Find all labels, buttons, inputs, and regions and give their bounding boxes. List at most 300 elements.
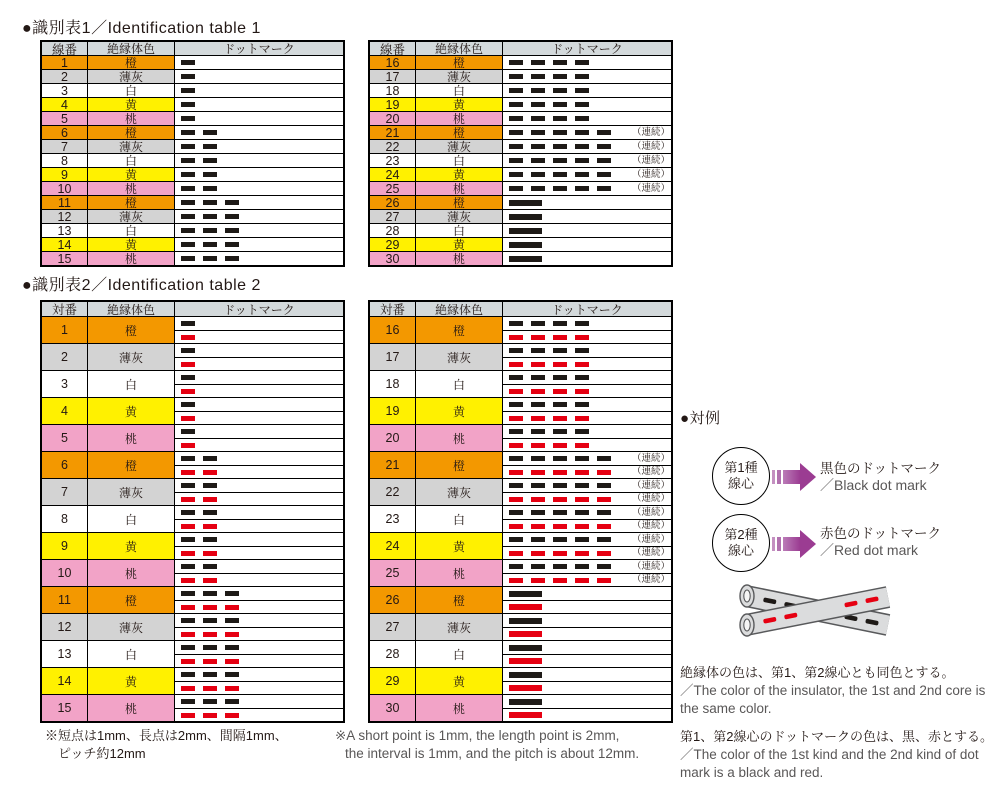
section2-title: ●識別表2／Identification table 2 xyxy=(22,277,261,294)
short-dot xyxy=(509,524,523,529)
table-row xyxy=(42,451,343,478)
short-dot xyxy=(531,362,545,367)
dot-mark-line-red xyxy=(503,492,671,505)
short-dot xyxy=(531,389,545,394)
insulator-color-cell: 橙 xyxy=(415,126,502,139)
wire-number-cell: 21 xyxy=(370,126,415,139)
continuous-label: （連続） xyxy=(631,479,670,491)
dot-mark-cell xyxy=(502,56,671,69)
table-row xyxy=(42,251,343,265)
dot-mark-color-en: ／The color of the 1st kind and the 2nd kind of dot mark is a black and red. xyxy=(680,747,979,780)
short-dot xyxy=(509,470,523,475)
insulator-color-cell: 白 xyxy=(415,154,502,167)
short-dot xyxy=(203,686,217,691)
dot-mark-line-black xyxy=(175,70,343,83)
table-row xyxy=(42,370,343,397)
dot-mark-line-black xyxy=(175,126,343,139)
short-dot xyxy=(225,632,239,637)
dot-mark-line-black xyxy=(503,452,671,465)
short-dot xyxy=(225,659,239,664)
table-row xyxy=(42,694,343,721)
short-dot xyxy=(575,362,589,367)
dot-mark-cell xyxy=(502,344,671,370)
insulator-color-cell: 桃 xyxy=(415,182,502,195)
dot-mark-line-red xyxy=(175,600,343,613)
insulator-color-paragraph xyxy=(680,664,994,718)
dot-mark-line-black xyxy=(175,317,343,330)
wire-number-cell: 15 xyxy=(42,695,87,721)
wire-number-cell: 28 xyxy=(370,224,415,237)
table-row xyxy=(370,613,671,640)
short-dot xyxy=(509,130,523,135)
table-row xyxy=(370,251,671,265)
short-dot xyxy=(531,402,545,407)
insulator-color-cell: 橙 xyxy=(415,587,502,613)
wire-number-cell: 16 xyxy=(370,317,415,343)
short-dot xyxy=(553,416,567,421)
short-dot xyxy=(181,130,195,135)
table-row xyxy=(42,613,343,640)
dot-mark-line-red xyxy=(503,438,671,451)
dot-mark-line-black xyxy=(503,112,671,125)
short-dot xyxy=(531,88,545,93)
dot-mark-line-black xyxy=(175,452,343,465)
wire-number-cell: 30 xyxy=(370,695,415,721)
dot-mark-cell xyxy=(174,560,343,586)
short-dot xyxy=(225,228,239,233)
short-dot xyxy=(509,497,523,502)
dot-mark-line-black xyxy=(503,695,671,708)
short-dot xyxy=(575,88,589,93)
table-row xyxy=(42,111,343,125)
dot-mark-line-black xyxy=(175,695,343,708)
short-dot xyxy=(553,116,567,121)
dot-mark-line-black xyxy=(503,641,671,654)
dot-mark-cell xyxy=(502,479,671,505)
short-dot xyxy=(225,699,239,704)
insulator-color-cell: 桃 xyxy=(415,695,502,721)
short-dot xyxy=(203,551,217,556)
short-dot xyxy=(553,335,567,340)
dot-mark-line-black xyxy=(175,371,343,384)
dot-mark-line-red xyxy=(175,573,343,586)
short-dot xyxy=(181,402,195,407)
wire-number-cell: 13 xyxy=(42,641,87,667)
dot-mark-cell xyxy=(174,98,343,111)
short-dot xyxy=(203,256,217,261)
insulator-color-cell: 薄灰 xyxy=(415,140,502,153)
short-dot xyxy=(509,578,523,583)
short-dot xyxy=(509,510,523,515)
wire-number-cell: 18 xyxy=(370,84,415,97)
short-dot xyxy=(575,144,589,149)
short-dot xyxy=(597,186,611,191)
short-dot xyxy=(575,497,589,502)
short-dot xyxy=(575,510,589,515)
insulator-color-cell: 桃 xyxy=(415,252,502,265)
short-dot xyxy=(181,88,195,93)
dot-mark-cell xyxy=(174,140,343,153)
short-dot xyxy=(531,335,545,340)
long-dash xyxy=(509,228,542,234)
table-row xyxy=(42,83,343,97)
short-dot xyxy=(553,564,567,569)
insulator-color-cell: 薄灰 xyxy=(87,210,174,223)
short-dot xyxy=(553,348,567,353)
short-dot xyxy=(181,348,195,353)
col-header-number: 線番 xyxy=(42,42,87,55)
wire-number-cell: 4 xyxy=(42,98,87,111)
short-dot xyxy=(597,144,611,149)
wire-number-cell: 14 xyxy=(42,238,87,251)
wire-number-cell: 19 xyxy=(370,398,415,424)
wire-number-cell: 11 xyxy=(42,196,87,209)
table-row xyxy=(42,478,343,505)
short-dot xyxy=(531,429,545,434)
short-dot xyxy=(181,443,195,448)
wire-number-cell: 3 xyxy=(42,84,87,97)
wire-number-cell: 24 xyxy=(370,168,415,181)
table-row xyxy=(370,237,671,251)
short-dot xyxy=(181,672,195,677)
dot-mark-cell xyxy=(502,112,671,125)
short-dot xyxy=(181,389,195,394)
table-row xyxy=(42,69,343,83)
short-dot xyxy=(509,335,523,340)
dot-mark-cell xyxy=(502,533,671,559)
dot-mark-cell xyxy=(174,344,343,370)
table-row xyxy=(370,69,671,83)
wire-number-cell: 26 xyxy=(370,196,415,209)
short-dot xyxy=(531,186,545,191)
dot-mark-cell xyxy=(502,252,671,265)
insulator-color-cell: 黄 xyxy=(87,168,174,181)
table-row xyxy=(42,237,343,251)
short-dot xyxy=(597,537,611,542)
short-dot xyxy=(181,242,195,247)
insulator-color-cell: 薄灰 xyxy=(415,210,502,223)
short-dot xyxy=(509,88,523,93)
short-dot xyxy=(553,551,567,556)
dot-mark-cell xyxy=(174,224,343,237)
short-dot xyxy=(531,321,545,326)
wire-number-cell: 4 xyxy=(42,398,87,424)
dimension-note-en-line1: ※A short point is 1mm, the length point is 2mm, xyxy=(335,728,620,743)
short-dot xyxy=(181,60,195,65)
short-dot xyxy=(531,497,545,502)
wire-number-cell: 6 xyxy=(42,126,87,139)
short-dot xyxy=(531,551,545,556)
insulator-color-cell: 薄灰 xyxy=(87,140,174,153)
short-dot xyxy=(575,60,589,65)
wire-number-cell: 8 xyxy=(42,154,87,167)
red-dot-mark-label-en: ／Red dot mark xyxy=(820,542,919,558)
dot-mark-line-red xyxy=(503,681,671,694)
short-dot xyxy=(575,74,589,79)
short-dot xyxy=(203,130,217,135)
table-row xyxy=(42,195,343,209)
table-row xyxy=(370,97,671,111)
col-header-dot-mark: ドットマーク xyxy=(174,302,343,316)
id-table1-right xyxy=(368,40,673,267)
short-dot xyxy=(181,456,195,461)
insulator-color-cell: 白 xyxy=(87,154,174,167)
dot-mark-cell xyxy=(174,371,343,397)
table-row xyxy=(370,316,671,343)
dot-mark-cell xyxy=(174,238,343,251)
second-kind-core-badge xyxy=(712,514,770,572)
table-row xyxy=(42,139,343,153)
short-dot xyxy=(597,158,611,163)
dot-mark-cell xyxy=(174,56,343,69)
short-dot xyxy=(181,686,195,691)
dimension-note-en xyxy=(335,727,639,763)
dot-mark-cell xyxy=(174,126,343,139)
dot-mark-line-black xyxy=(175,252,343,265)
continuous-label: （連続） xyxy=(631,547,670,559)
short-dot xyxy=(575,335,589,340)
continuous-label: （連続） xyxy=(631,506,670,518)
short-dot xyxy=(531,510,545,515)
short-dot xyxy=(203,144,217,149)
short-dot xyxy=(553,510,567,515)
dot-mark-line-red xyxy=(175,627,343,640)
dot-mark-cell xyxy=(502,196,671,209)
insulator-color-cell: 白 xyxy=(87,371,174,397)
black-dot-mark-label-jp: 黒色のドットマーク xyxy=(820,461,941,476)
short-dot xyxy=(597,510,611,515)
id-table2-right xyxy=(368,300,673,723)
short-dot xyxy=(225,591,239,596)
short-dot xyxy=(553,443,567,448)
short-dot xyxy=(203,524,217,529)
short-dot xyxy=(203,537,217,542)
table-row xyxy=(370,505,671,532)
first-kind-core-badge xyxy=(712,447,770,505)
dot-mark-line-black xyxy=(503,224,671,237)
dot-mark-line-red xyxy=(175,492,343,505)
short-dot xyxy=(509,172,523,177)
insulator-color-cell: 桃 xyxy=(415,112,502,125)
dot-mark-line-black xyxy=(175,614,343,627)
col-header-dot-mark: ドットマーク xyxy=(502,42,671,55)
continuous-label: （連続） xyxy=(631,466,670,478)
dot-mark-line-red xyxy=(503,384,671,397)
insulator-color-cell: 薄灰 xyxy=(87,344,174,370)
short-dot xyxy=(553,74,567,79)
long-dash xyxy=(509,685,542,691)
col-header-insulator-color: 絶縁体色 xyxy=(87,42,174,55)
table-row xyxy=(42,55,343,69)
dot-mark-cell xyxy=(174,533,343,559)
insulator-color-cell: 白 xyxy=(87,224,174,237)
short-dot xyxy=(597,456,611,461)
short-dot xyxy=(203,497,217,502)
dot-mark-line-black xyxy=(175,506,343,519)
short-dot xyxy=(531,375,545,380)
short-dot xyxy=(553,578,567,583)
short-dot xyxy=(531,443,545,448)
dot-mark-line-black xyxy=(503,196,671,209)
short-dot xyxy=(203,699,217,704)
dot-mark-cell xyxy=(502,587,671,613)
dot-mark-line-black xyxy=(503,252,671,265)
table-row xyxy=(370,640,671,667)
dot-mark-line-red xyxy=(503,519,671,532)
short-dot xyxy=(225,713,239,718)
short-dot xyxy=(181,551,195,556)
short-dot xyxy=(203,242,217,247)
insulator-color-cell: 黄 xyxy=(87,398,174,424)
short-dot xyxy=(575,375,589,380)
table-row xyxy=(370,167,671,181)
table-row xyxy=(42,209,343,223)
short-dot xyxy=(597,578,611,583)
short-dot xyxy=(181,483,195,488)
insulator-color-en: ／The color of the insulator, the 1st and 2nd core is the same color. xyxy=(680,683,986,716)
short-dot xyxy=(531,564,545,569)
insulator-color-cell: 黄 xyxy=(87,668,174,694)
dot-mark-line-red xyxy=(503,708,671,721)
short-dot xyxy=(553,172,567,177)
wire-number-cell: 29 xyxy=(370,668,415,694)
short-dot xyxy=(181,470,195,475)
short-dot xyxy=(181,200,195,205)
table-header-row xyxy=(42,302,343,316)
dot-mark-cell xyxy=(174,452,343,478)
short-dot xyxy=(553,537,567,542)
dot-mark-line-black xyxy=(175,398,343,411)
dot-mark-cell xyxy=(174,317,343,343)
dot-mark-line-black xyxy=(503,182,671,195)
dot-mark-line-black xyxy=(175,140,343,153)
short-dot xyxy=(181,618,195,623)
short-dot xyxy=(553,483,567,488)
short-dot xyxy=(203,470,217,475)
dot-mark-line-black xyxy=(503,238,671,251)
insulator-color-cell: 白 xyxy=(415,371,502,397)
wire-number-cell: 11 xyxy=(42,587,87,613)
short-dot xyxy=(531,74,545,79)
dot-mark-cell xyxy=(502,317,671,343)
dot-mark-line-black xyxy=(503,210,671,223)
dot-mark-line-black xyxy=(503,154,671,167)
continuous-label: （連続） xyxy=(631,560,670,572)
insulator-color-cell: 白 xyxy=(87,641,174,667)
dot-mark-cell xyxy=(174,479,343,505)
dot-mark-cell xyxy=(174,425,343,451)
wire-number-cell: 5 xyxy=(42,112,87,125)
insulator-color-cell: 黄 xyxy=(415,98,502,111)
insulator-color-cell: 桃 xyxy=(87,112,174,125)
dot-mark-cell xyxy=(502,668,671,694)
dot-mark-cell xyxy=(174,668,343,694)
short-dot xyxy=(597,551,611,556)
short-dot xyxy=(181,172,195,177)
short-dot xyxy=(225,618,239,623)
dot-mark-line-black xyxy=(503,668,671,681)
short-dot xyxy=(509,348,523,353)
short-dot xyxy=(575,416,589,421)
wire-number-cell: 10 xyxy=(42,560,87,586)
table-row xyxy=(42,397,343,424)
dot-mark-line-black xyxy=(175,479,343,492)
continuous-label: （連続） xyxy=(631,493,670,505)
insulator-color-cell: 薄灰 xyxy=(87,479,174,505)
dot-mark-line-black xyxy=(503,587,671,600)
table-row xyxy=(42,125,343,139)
short-dot xyxy=(509,144,523,149)
short-dot xyxy=(509,321,523,326)
short-dot xyxy=(203,172,217,177)
dot-mark-line-red xyxy=(503,465,671,478)
insulator-color-cell: 桃 xyxy=(87,560,174,586)
short-dot xyxy=(575,158,589,163)
short-dot xyxy=(225,242,239,247)
insulator-color-cell: 橙 xyxy=(415,317,502,343)
wire-number-cell: 12 xyxy=(42,614,87,640)
dot-mark-cell xyxy=(502,238,671,251)
short-dot xyxy=(181,429,195,434)
short-dot xyxy=(181,335,195,340)
wire-number-cell: 22 xyxy=(370,140,415,153)
table-row xyxy=(370,209,671,223)
short-dot xyxy=(203,200,217,205)
insulator-color-cell: 白 xyxy=(415,84,502,97)
short-dot xyxy=(531,102,545,107)
short-dot xyxy=(575,443,589,448)
table-header-row xyxy=(42,42,343,55)
short-dot xyxy=(509,402,523,407)
short-dot xyxy=(181,524,195,529)
short-dot xyxy=(509,456,523,461)
short-dot xyxy=(553,186,567,191)
short-dot xyxy=(181,416,195,421)
short-dot xyxy=(203,214,217,219)
dot-mark-line-black xyxy=(175,196,343,209)
table-row xyxy=(370,153,671,167)
short-dot xyxy=(181,713,195,718)
short-dot xyxy=(509,416,523,421)
table-row xyxy=(42,97,343,111)
wire-number-cell: 16 xyxy=(370,56,415,69)
insulator-color-cell: 薄灰 xyxy=(415,70,502,83)
table-row xyxy=(42,181,343,195)
short-dot xyxy=(575,102,589,107)
short-dot xyxy=(597,564,611,569)
table-row xyxy=(370,111,671,125)
short-dot xyxy=(597,497,611,502)
continuous-label: （連続） xyxy=(631,533,670,545)
short-dot xyxy=(509,429,523,434)
short-dot xyxy=(575,130,589,135)
wire-number-cell: 26 xyxy=(370,587,415,613)
short-dot xyxy=(203,645,217,650)
short-dot xyxy=(575,551,589,556)
dot-mark-cell xyxy=(174,70,343,83)
short-dot xyxy=(181,497,195,502)
col-header-insulator-color: 絶縁体色 xyxy=(87,302,174,316)
dot-mark-color-paragraph xyxy=(680,728,994,782)
wire-number-cell: 7 xyxy=(42,479,87,505)
arrow-right-icon xyxy=(772,530,816,558)
short-dot xyxy=(509,158,523,163)
insulator-color-cell: 桃 xyxy=(87,425,174,451)
long-dash xyxy=(509,618,542,624)
insulator-color-cell: 桃 xyxy=(415,425,502,451)
table-row xyxy=(370,139,671,153)
dot-mark-cell xyxy=(174,695,343,721)
